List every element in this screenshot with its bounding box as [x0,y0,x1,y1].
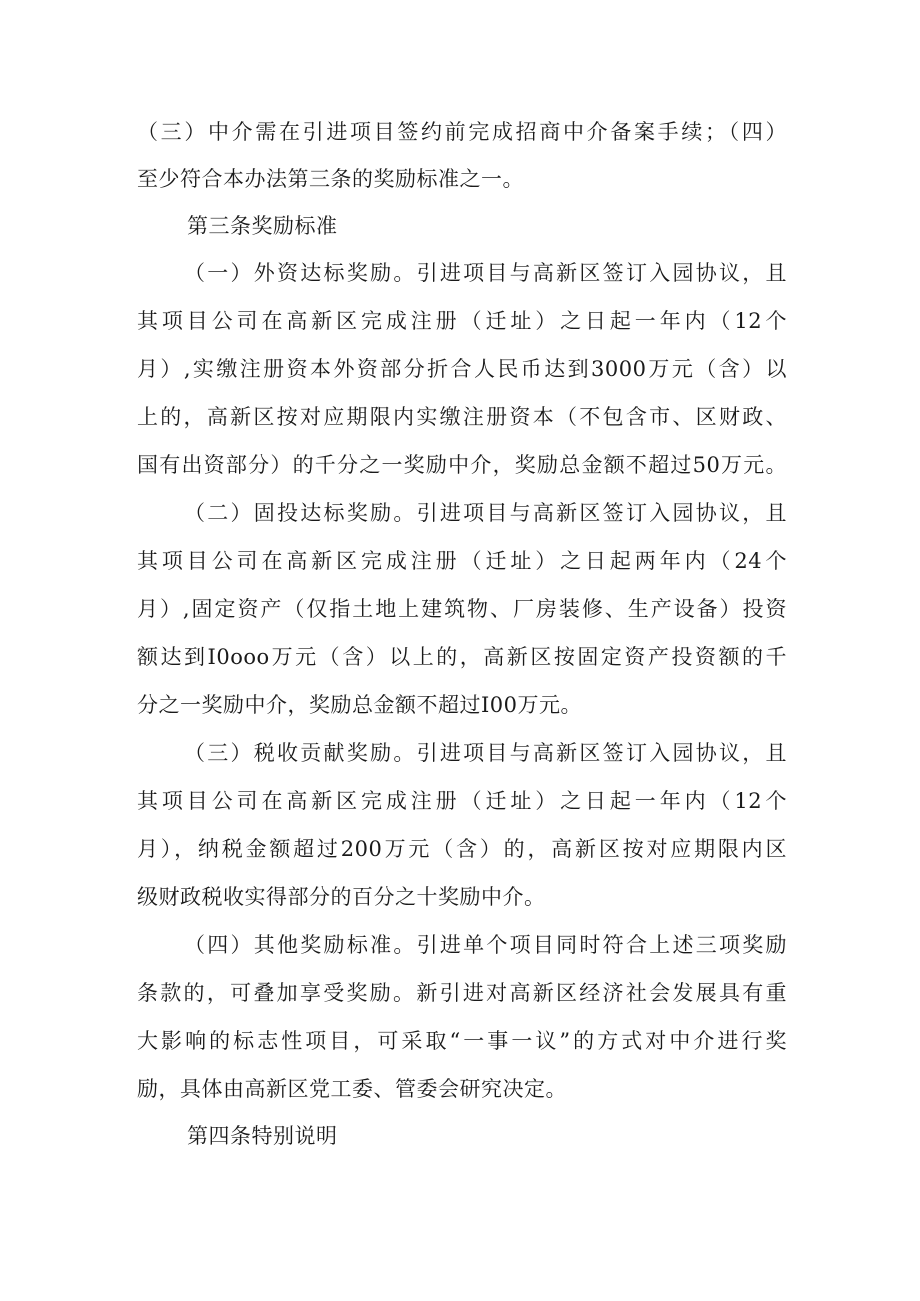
text-line: 励，具体由高新区党工委、管委会研究决定。 [137,1077,567,1101]
text-line: 其项目公司在高新区完成注册（迁址）之日起一年内（12个 [137,789,787,813]
text-line: （三）税收贡献奖励。引进项目与高新区签订入园协议，且 [184,741,787,765]
text-line: （一）外资达标奖励。引进项目与高新区签订入园协议，且 [184,261,787,285]
text-line: （四）其他奖励标准。引进单个项目同时符合上述三项奖励 [184,933,787,957]
text-line: 其项目公司在高新区完成注册（迁址）之日起一年内（12个 [137,309,787,333]
text-line: 大影响的标志性项目，可采取“一事一议”的方式对中介进行奖 [137,1029,787,1053]
text-line: 上的，高新区按对应期限内实缴注册资本（不包含市、区财政、 [137,405,787,429]
section-heading: 第四条特别说明 [187,1124,338,1148]
section-heading: 第三条奖励标准 [187,214,338,238]
text-line: 至少符合本办法第三条的奖励标准之一。 [137,167,524,191]
text-line: 条款的，可叠加享受奖励。新引进对高新区经济社会发展具有重 [137,981,787,1005]
text-line: （三）中介需在引进项目签约前完成招商中介备案手续；（四） [137,120,787,144]
text-line: 月）,实缴注册资本外资部分折合人民币达到3000万元（含）以 [137,357,787,381]
text-line: 月），纳税金额超过200万元（含）的，高新区按对应期限内区 [137,837,787,861]
text-line: 分之一奖励中介，奖励总金额不超过I00万元。 [137,693,583,717]
text-line: 级财政税收实得部分的百分之十奖励中介。 [137,885,546,909]
text-line: 额达到I0ooo万元（含）以上的，高新区按固定资产投资额的千 [137,645,787,669]
text-line: 月）,固定资产（仅指土地上建筑物、厂房装修、生产设备）投资 [137,597,787,621]
text-line: 其项目公司在高新区完成注册（迁址）之日起两年内（24个 [137,549,787,573]
text-line: （二）固投达标奖励。引进项目与高新区签订入园协议，且 [184,501,787,525]
text-line: 国有出资部分）的千分之一奖励中介，奖励总金额不超过50万元。 [137,453,787,477]
